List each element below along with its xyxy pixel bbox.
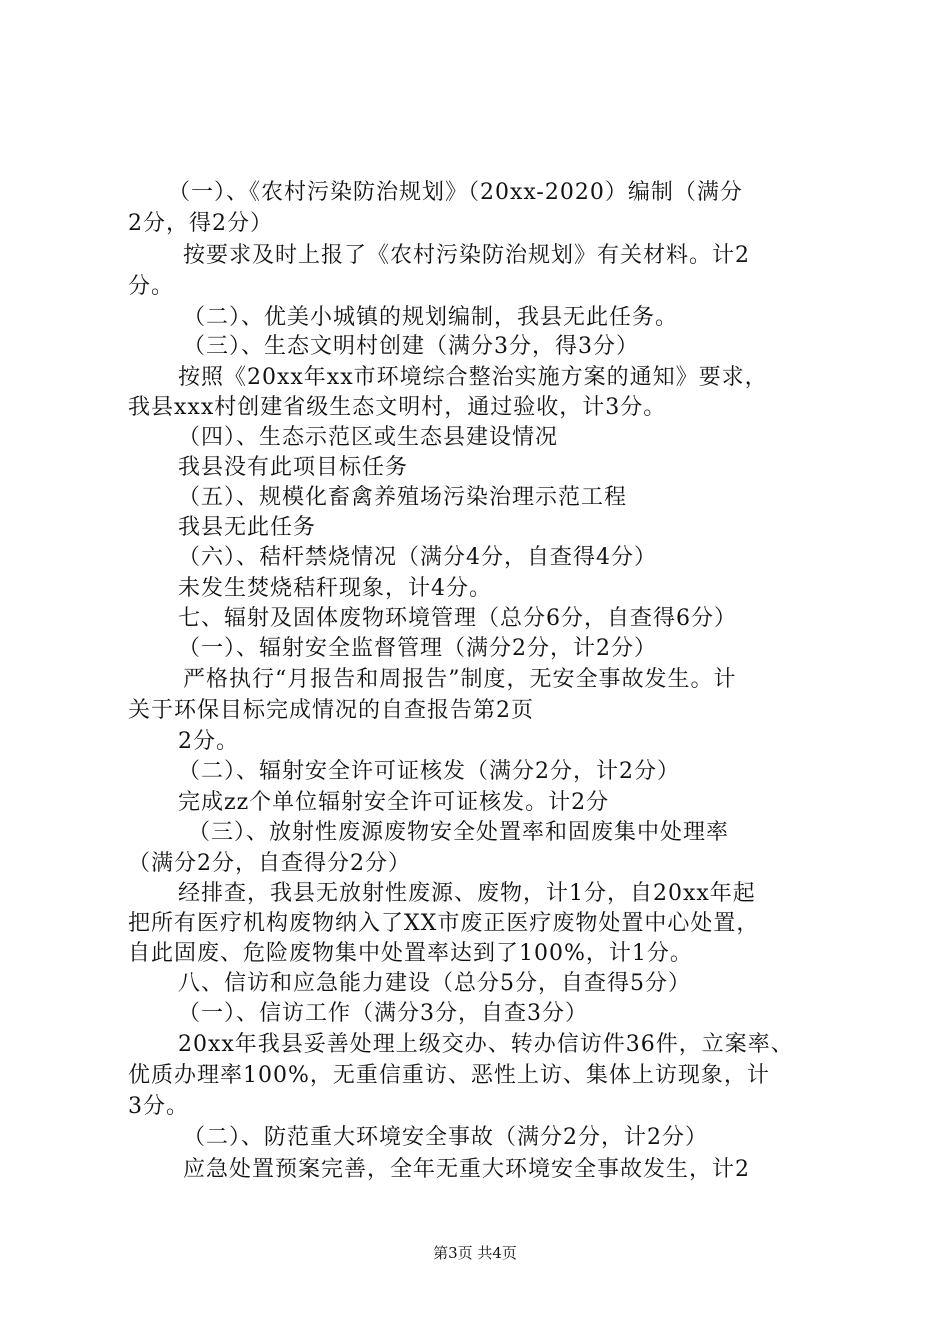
text-line: 我县xxx村创建省级生态文明村，通过验收，计3分。: [128, 395, 667, 420]
text-line: （三）、放射性废源废物安全处置率和固废集中处理率: [188, 820, 730, 845]
text-line: 3分。: [128, 1094, 189, 1119]
text-line: （一）、《农村污染防治规划》（20xx-2020）编制（满分: [168, 180, 743, 205]
text-line: 完成zz个单位辐射安全许可证核发。计2分: [178, 790, 610, 815]
section-heading: 七、辐射及固体废物环境管理（总分6分，自查得6分）: [178, 606, 737, 631]
text-line: 严格执行“月报告和周报告”制度，无安全事故发生。计: [183, 667, 737, 692]
text-line: （六）、秸杆禁烧情况（满分4分，自查得4分）: [178, 545, 657, 570]
text-line: （一）、辐射安全监督管理（满分2分，计2分）: [178, 636, 657, 661]
text-line: （满分2分，自查得分2分）: [128, 851, 411, 876]
text-line: 我县没有此项目标任务: [178, 455, 409, 480]
section-heading: 八、信访和应急能力建设（总分5分，自查得5分）: [178, 971, 691, 996]
text-line: 按照《20xx年xx市环境综合整治实施方案的通知》要求，: [178, 365, 768, 390]
text-line: 分。: [128, 274, 175, 299]
text-line: 把所有医疗机构废物纳入了XX市废正医疗废物处置中心处置，: [128, 911, 760, 936]
text-line: 按要求及时上报了《农村污染防治规划》有关材料。计2: [183, 243, 750, 268]
text-line: （二）、优美小城镇的规划编制，我县无此任务。: [183, 305, 679, 330]
text-line: 20xx年我县妥善处理上级交办、转办信访件36件，立案率、: [178, 1032, 794, 1057]
text-line: 自此固废、危险废物集中处置率达到了100%，计1分。: [128, 941, 693, 966]
text-line: （三）、生态文明村创建（满分3分，得3分）: [183, 334, 639, 359]
text-line: 2分，得2分）: [128, 211, 273, 236]
text-line: 2分。: [178, 729, 239, 754]
text-line: （二）、防范重大环境安全事故（满分2分，计2分）: [183, 1125, 708, 1150]
text-line: 未发生焚烧秸秆现象，计4分。: [178, 576, 492, 601]
text-line: 经排查，我县无放射性废源、废物，计1分，自20xx年起: [178, 881, 756, 906]
text-line: （二）、辐射安全许可证核发（满分2分，计2分）: [178, 759, 680, 784]
page-footer: 第3页 共4页: [433, 1244, 517, 1262]
text-line: （一）、信访工作（满分3分，自查3分）: [178, 1001, 588, 1026]
text-line: 我县无此任务: [178, 515, 317, 540]
text-line: 应急处置预案完善，全年无重大环境安全事故发生，计2: [183, 1157, 750, 1182]
text-line: （五）、规模化畜禽养殖场污染治理示范工程: [178, 485, 628, 510]
running-header: 关于环保目标完成情况的自查报告第2页: [128, 698, 534, 723]
text-line: 优质办理率100%，无重信重访、恶性上访、集体上访现象，计: [128, 1063, 770, 1088]
text-line: （四）、生态示范区或生态县建设情况: [178, 425, 559, 450]
